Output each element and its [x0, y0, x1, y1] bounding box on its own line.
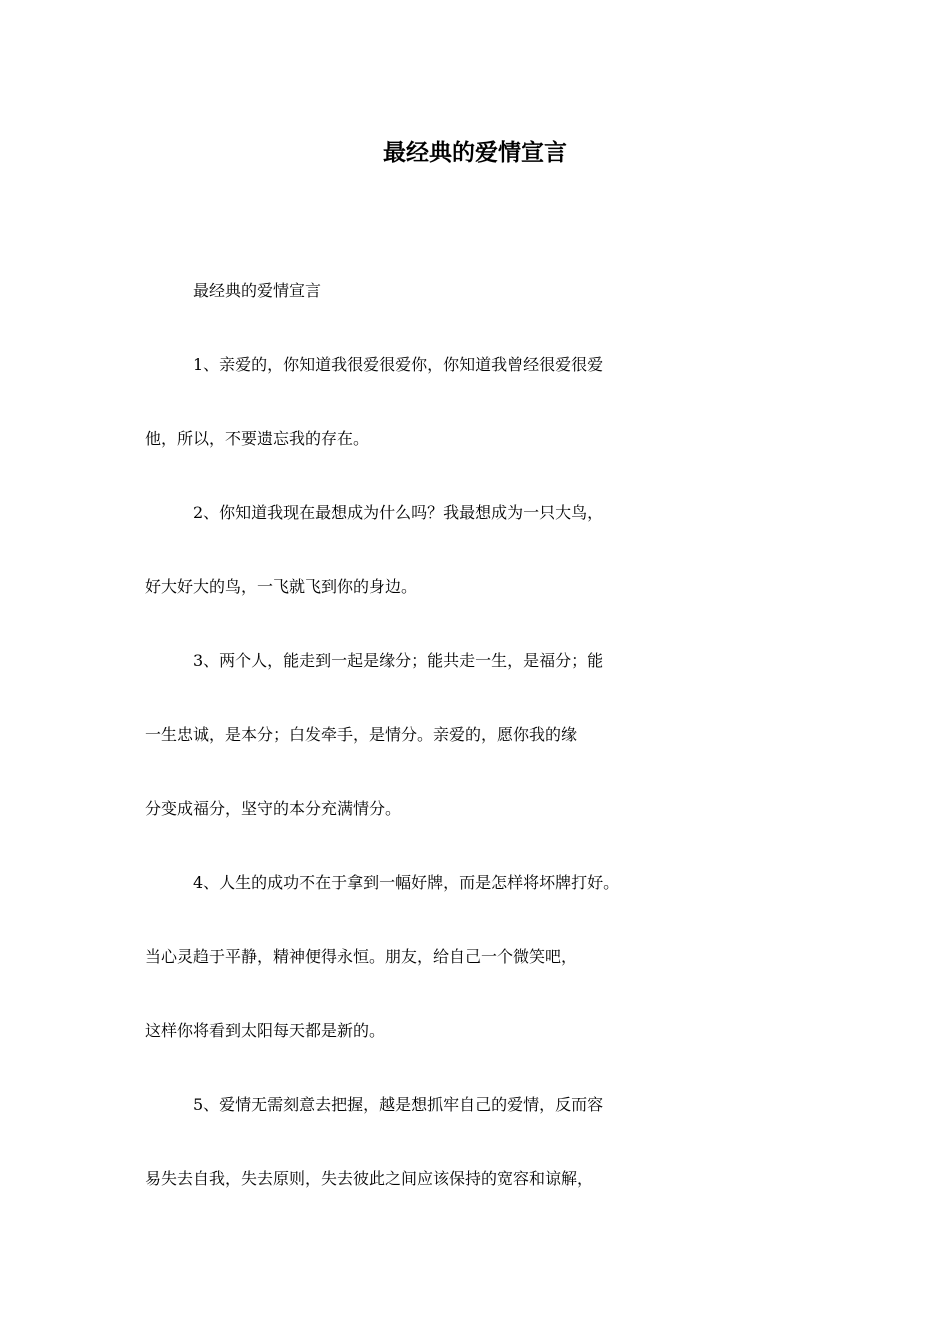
body-line: 这样你将看到太阳每天都是新的。 — [145, 1021, 386, 1040]
body-line: 好大好大的鸟，一飞就飞到你的身边。 — [145, 577, 418, 596]
body-line: 他，所以，不要遗忘我的存在。 — [145, 429, 370, 448]
body-line: 5、爱情无需刻意去把握，越是想抓牢自己的爱情，反而容 — [193, 1095, 604, 1114]
document-body — [145, 254, 811, 1216]
body-line: 分变成福分，坚守的本分充满情分。 — [145, 799, 402, 818]
body-line: 4、人生的成功不在于拿到一幅好牌，而是怎样将坏牌打好。 — [193, 873, 620, 892]
document-title: 最经典的爱情宣言 — [383, 139, 567, 166]
body-line: 2、你知道我现在最想成为什么吗？我最想成为一只大鸟， — [193, 503, 604, 522]
body-line: 1、亲爱的，你知道我很爱很爱你，你知道我曾经很爱很爱 — [193, 355, 604, 374]
body-line: 3、两个人，能走到一起是缘分；能共走一生，是福分；能 — [193, 651, 604, 670]
body-line: 当心灵趋于平静，精神便得永恒。朋友，给自己一个微笑吧， — [145, 947, 578, 966]
body-line: 最经典的爱情宣言 — [193, 281, 322, 300]
body-line: 易失去自我，失去原则，失去彼此之间应该保持的宽容和谅解， — [145, 1169, 594, 1188]
body-line: 一生忠诚，是本分；白发牵手，是情分。亲爱的，愿你我的缘 — [145, 725, 578, 744]
